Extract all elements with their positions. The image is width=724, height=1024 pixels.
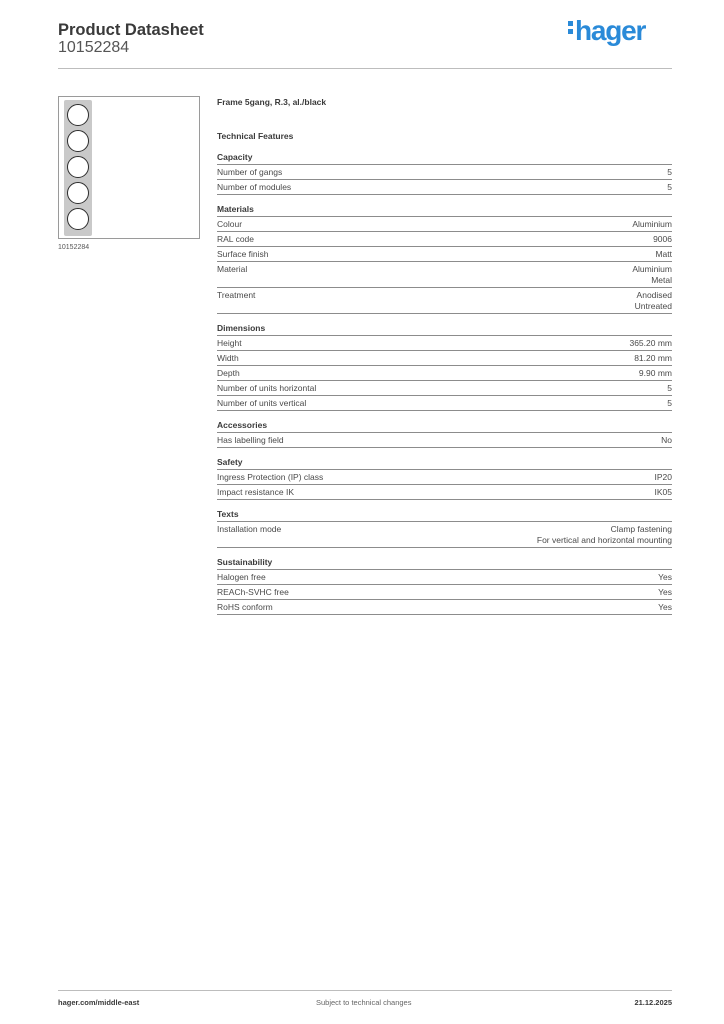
- feature-label: Material: [217, 264, 248, 274]
- feature-value: [629, 338, 672, 349]
- logo-text: hager: [575, 15, 646, 46]
- feature-row: [217, 288, 672, 314]
- feature-label: Surface finish: [217, 249, 269, 259]
- product-image: [58, 96, 200, 239]
- feature-row: [217, 336, 672, 351]
- feature-value: [639, 368, 672, 379]
- gang-ring-icon: [67, 130, 89, 152]
- footer-divider: [58, 990, 672, 991]
- feature-value-line: Yes: [658, 587, 672, 597]
- feature-value: [537, 524, 672, 546]
- feature-label: Installation mode: [217, 524, 282, 534]
- product-number: 10152284: [58, 39, 130, 56]
- feature-label: Colour: [217, 219, 243, 229]
- feature-label: RoHS conform: [217, 602, 273, 612]
- feature-value-line: Matt: [655, 249, 672, 259]
- logo-dots-icon: [568, 18, 573, 37]
- section-title: Texts: [217, 509, 672, 522]
- feature-value-line: 365.20 mm: [629, 338, 672, 348]
- section-title: Capacity: [217, 152, 672, 165]
- feature-label: Width: [217, 353, 239, 363]
- section-title: Materials: [217, 204, 672, 217]
- feature-value-line: Yes: [658, 602, 672, 612]
- feature-value-line: Metal: [651, 275, 672, 285]
- feature-value-line: 81.20 mm: [634, 353, 672, 363]
- feature-label: Number of units horizontal: [217, 383, 317, 393]
- feature-value: [635, 290, 672, 312]
- header-divider: [58, 68, 672, 69]
- image-caption: 10152284: [58, 244, 90, 251]
- section-title: Dimensions: [217, 323, 672, 336]
- feature-row: [217, 600, 672, 615]
- feature-value: [667, 383, 672, 394]
- feature-value: [632, 264, 672, 286]
- feature-sections: [217, 152, 672, 615]
- feature-section: [217, 323, 672, 411]
- page-title: Product Datasheet: [58, 21, 204, 39]
- feature-value-line: Aluminium: [632, 264, 672, 274]
- feature-row: [217, 470, 672, 485]
- feature-value-line: Aluminium: [632, 219, 672, 229]
- feature-value: [658, 602, 672, 613]
- feature-value-line: 5: [667, 167, 672, 177]
- feature-row: [217, 262, 672, 288]
- feature-value: [658, 572, 672, 583]
- feature-row: [217, 247, 672, 262]
- footer-date: 21.12.2025: [634, 998, 672, 1007]
- gang-ring-icon: [67, 156, 89, 178]
- feature-value: [658, 587, 672, 598]
- feature-value: [655, 249, 672, 260]
- feature-value-line: 9006: [653, 234, 672, 244]
- feature-value: [655, 487, 673, 498]
- feature-value: [667, 167, 672, 178]
- feature-section: [217, 204, 672, 314]
- feature-row: [217, 433, 672, 448]
- gang-ring-icon: [67, 208, 89, 230]
- datasheet-content: [217, 96, 672, 624]
- feature-value: [667, 398, 672, 409]
- feature-value: [667, 182, 672, 193]
- feature-row: [217, 522, 672, 548]
- feature-row: [217, 232, 672, 247]
- feature-value-line: 9.90 mm: [638, 368, 672, 378]
- feature-row: [217, 217, 672, 232]
- feature-row: [217, 570, 672, 585]
- feature-label: Treatment: [217, 290, 256, 300]
- section-title: Accessories: [217, 420, 672, 433]
- feature-row: [217, 165, 672, 180]
- section-title: Safety: [217, 457, 672, 470]
- hager-logo[interactable]: [568, 15, 645, 47]
- feature-section: [217, 152, 672, 195]
- feature-label: Number of units vertical: [217, 398, 307, 408]
- feature-label: REACh-SVHC free: [217, 587, 289, 597]
- gang-ring-icon: [67, 104, 89, 126]
- feature-label: Has labelling field: [217, 435, 284, 445]
- gang-ring-icon: [67, 182, 89, 204]
- footer-website-link[interactable]: hager.com/middle-east: [58, 998, 140, 1007]
- feature-label: Ingress Protection (IP) class: [217, 472, 324, 482]
- feature-label: Impact resistance IK: [217, 487, 295, 497]
- feature-row: [217, 485, 672, 500]
- feature-value-line: For vertical and horizontal mounting: [536, 535, 672, 545]
- feature-section: [217, 420, 672, 448]
- feature-section: [217, 509, 672, 548]
- feature-value-line: Clamp fastening: [610, 524, 672, 534]
- feature-row: [217, 351, 672, 366]
- section-title: Sustainability: [217, 557, 672, 570]
- feature-row: [217, 180, 672, 195]
- feature-value-line: Untreated: [634, 301, 672, 311]
- feature-value: [653, 234, 672, 245]
- feature-value-line: IK05: [654, 487, 672, 497]
- feature-label: Depth: [217, 368, 240, 378]
- feature-label: RAL code: [217, 234, 255, 244]
- feature-value: [634, 353, 672, 364]
- feature-value: [661, 435, 672, 446]
- feature-row: [217, 381, 672, 396]
- feature-value-line: No: [661, 435, 672, 445]
- feature-value-line: Yes: [658, 572, 672, 582]
- feature-section: [217, 457, 672, 500]
- product-name: Frame 5gang, R.3, al./black: [217, 97, 327, 107]
- footer-note: Subject to technical changes: [316, 998, 412, 1007]
- technical-features-heading: Technical Features: [217, 131, 294, 141]
- feature-label: Number of modules: [217, 182, 292, 192]
- feature-value-line: Anodised: [636, 290, 672, 300]
- feature-row: [217, 585, 672, 600]
- feature-value: [655, 472, 673, 483]
- feature-label: Number of gangs: [217, 167, 283, 177]
- feature-value: [632, 219, 672, 230]
- feature-value-line: 5: [667, 182, 672, 192]
- feature-section: [217, 557, 672, 615]
- frame-illustration: [64, 100, 92, 236]
- feature-value-line: 5: [667, 383, 672, 393]
- feature-row: [217, 396, 672, 411]
- feature-label: Height: [217, 338, 242, 348]
- feature-value-line: 5: [667, 398, 672, 408]
- feature-row: [217, 366, 672, 381]
- feature-label: Halogen free: [217, 572, 266, 582]
- feature-value-line: IP20: [654, 472, 672, 482]
